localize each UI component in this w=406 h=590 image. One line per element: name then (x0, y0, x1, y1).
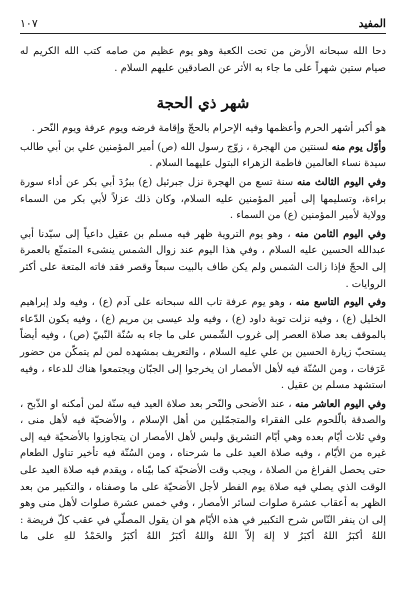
paragraph-body: ، وهو يوم عرفة تاب الله سبحانه على آدم (ع) ، وفيه ولد إبراهيم الخليل (ع) ، وفيه نزلت توبة داود (ع) ، وفيه ولد عيسى بن مريم (ع) ، وفيه يكون الدّعاء بالموقف بعد صلاة العصر إلى غروب الشّمس على ما جاء به سُنّة النّبيّ (ص) ، وفيه أيضاً يستحبّ زيارة الحسين بن علي عليه السلام ، والتعريف بمشهده لمن لم يتمكّن من حضور عَرَفات ، ومن السُنّة فيه لأهل الأمصار ان يخرجوا إلى الجبّان ويجتمعوا هناك للدعاء ، وفيه استشهد مسلم بن عقيل . (20, 297, 386, 392)
page-number: ١٠٧ (20, 17, 38, 30)
paragraph-body: ، عند الأضحى والنّحر بعد صلاة العيد فيه سنّة لمن أمكنه او الذّبح ، والصدقة بالّلحوم على الفقراء والمتجمّلين من أهل الإسلام ، والأضحيّة فيه لأهل منى ، وفي ثلاث أيّام بعده وهي أيّام التشريق وليس لأهل الأمصار ان يتجاوزوا بالأضحيّة فيه إلى غيره من الأيّام ، وفيه صلاة العيد على ما شرحناه ، ومن السُنّة فيه تأخير تناول الطعام حتى يحصل الفراغ من الصلاة ، ويجب وقت الأضحيّة كما بيّناه ، ويقدم فيه صلاة العيد على الوقت الذي يصلي فيه صلاة يوم الفطر لأجل الأضحيّة على ما وصفناه ، والتكبير من بعد الظهر به أعقاب عشرة صلوات لسائر الأمصار ، وفي خمس عشرة صلوات لأهل منى وهو إلى ان ينفر النّاس شرح التكبير في هذه الأيّام هو ان يقول المصلّي في عقب كلّ فريضة : اللهُ أكبَرُ اللهُ أكبَرُ لا إلهَ إلاّ اللهُ واللهُ أكبَرُ اللهُ أكبَرُ والحَمْدُ للهِ على ما (20, 398, 386, 543)
header-rule (20, 33, 386, 34)
paragraph-body: ، وهو يوم التروية ظهر فيه مسلم بن عقيل داعياً إلى سيّدنا أبي عبدالله الحسين عليه السلام ، وفي هذا اليوم عند زوال الشمس ينشىء المتمتّع بالعمرة إلى الحجّ فإذا زالت الشمس ولم يكن طاف بالبيت سبعاً وقصر فقد فاته المتعة على أكثر الروايات . (20, 228, 386, 290)
section-paragraph (20, 295, 386, 395)
section-paragraph: هو أكبر أشهر الحرم وأعظمها وفيه الإحرام بالحجّ وإقامة فرضه ويوم عرفة ويوم النّحر . (31, 123, 386, 135)
section-paragraph (20, 227, 386, 293)
section-paragraph (20, 140, 386, 173)
paragraph-lead: وأوّل يوم منه (331, 141, 387, 153)
page-header (20, 14, 386, 30)
section-paragraph (20, 175, 386, 225)
section-paragraph (20, 397, 386, 546)
paragraph-body: سنة تسع من الهجرة نزل جبرئيل (ع) ببرُدَ أبي بكر عن أداء سورة براءة، وتسليمها إلى أمير المؤمنين عليه السلام، وكان ذلك عزلاً لأبي بكر من السماء وولاية لأمير المؤمنين (ع) من السماء . (20, 176, 386, 222)
paragraph-lead: وفي اليوم التاسع منه (295, 297, 386, 309)
intro-paragraph: دحا الله سبحانه الأرض من تحت الكعبة وهو يوم عظيم من صامه كتب الله الكريم له صيام ستين شهراً على ما جاء به الأثر عن الصادقين عليهم السلام . (20, 46, 386, 74)
paragraph-lead: وفي اليوم العاشر منه (295, 398, 386, 410)
book-title: المفيد (358, 17, 386, 30)
paragraph-lead: وفي اليوم الثالث منه (296, 176, 386, 188)
section-heading: شهر ذي الحجة (156, 94, 250, 113)
paragraph-body: لسنتين من الهجرة ، زوّج رسول الله (ص) أمير المؤمنين علي بن أبي طالب سيدة نساء العالمين فاطمة الزهراء البتول عليهما السلام . (20, 141, 386, 170)
paragraph-lead: وفي اليوم الثامن منه (295, 228, 387, 240)
